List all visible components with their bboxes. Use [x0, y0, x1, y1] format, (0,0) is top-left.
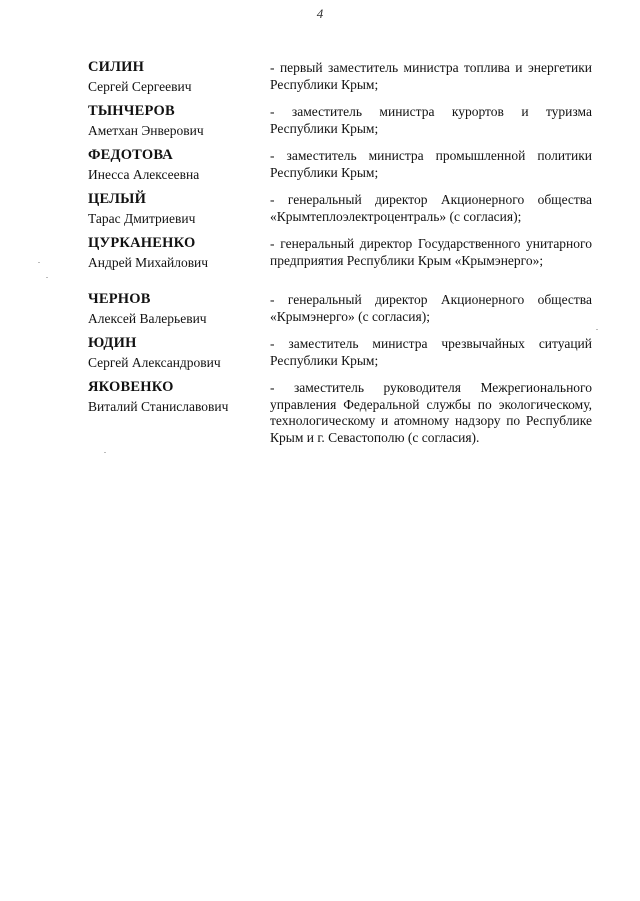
person-name [88, 290, 270, 328]
person-role: - первый заместитель министра топлива и энергетики Республики Крым; [270, 60, 592, 92]
person-given-name: Андрей Михайлович [88, 255, 209, 270]
list-item [88, 378, 592, 446]
person-role: - заместитель руководителя Межрегионального управления Федеральной службы по экологическому, технологическому и атомному надзору по Республике Крым и г. Севастополю (с согласия). [270, 380, 592, 445]
person-name [88, 102, 270, 140]
person-role: - заместитель министра промышленной политики Республики Крым; [270, 148, 592, 180]
list-item [88, 334, 592, 372]
list-item [88, 102, 592, 140]
person-role: - генеральный директор Государственного унитарного предприятия Республики Крым «Крымэнерго»; [270, 236, 592, 268]
spacer [88, 272, 592, 290]
list-item [88, 146, 592, 184]
person-surname: ЯКОВЕНКО [88, 379, 174, 395]
person-surname: ЧЕРНОВ [88, 291, 151, 307]
scan-speck [104, 452, 106, 453]
person-role: - генеральный директор Акционерного общества «Крымэнерго» (с согласия); [270, 292, 592, 324]
scan-speck [38, 262, 40, 263]
list-item [88, 290, 592, 328]
person-surname: СИЛИН [88, 59, 145, 75]
person-given-name: Инесса Алексеевна [88, 167, 200, 182]
member-list [88, 58, 592, 446]
person-surname: ФЕДОТОВА [88, 147, 173, 163]
scan-speck [596, 329, 598, 330]
person-name [88, 234, 270, 272]
person-surname: ЦЕЛЫЙ [88, 191, 147, 207]
scan-speck [46, 277, 48, 278]
person-given-name: Сергей Сергеевич [88, 79, 192, 94]
person-name [88, 58, 270, 96]
person-surname: ТЫНЧЕРОВ [88, 103, 175, 119]
person-given-name: Алексей Валерьевич [88, 311, 207, 326]
person-given-name: Сергей Александрович [88, 355, 221, 370]
person-role: - заместитель министра чрезвычайных ситуаций Республики Крым; [270, 336, 592, 368]
person-name [88, 378, 270, 416]
person-surname: ЮДИН [88, 335, 137, 351]
person-surname: ЦУРКАНЕНКО [88, 235, 196, 251]
person-name [88, 190, 270, 228]
person-name [88, 334, 270, 372]
list-item [88, 190, 592, 228]
person-name [88, 146, 270, 184]
list-item [88, 234, 592, 272]
person-given-name: Виталий Станиславович [88, 399, 229, 414]
person-role: - заместитель министра курортов и туризма Республики Крым; [270, 104, 592, 136]
page-number: 4 [316, 6, 324, 21]
person-role: - генеральный директор Акционерного общества «Крымтеплоэлектроцентраль» (с согласия); [270, 192, 592, 224]
person-given-name: Тарас Дмитриевич [88, 211, 196, 226]
list-item [88, 58, 592, 96]
person-given-name: Аметхан Энверович [88, 123, 204, 138]
